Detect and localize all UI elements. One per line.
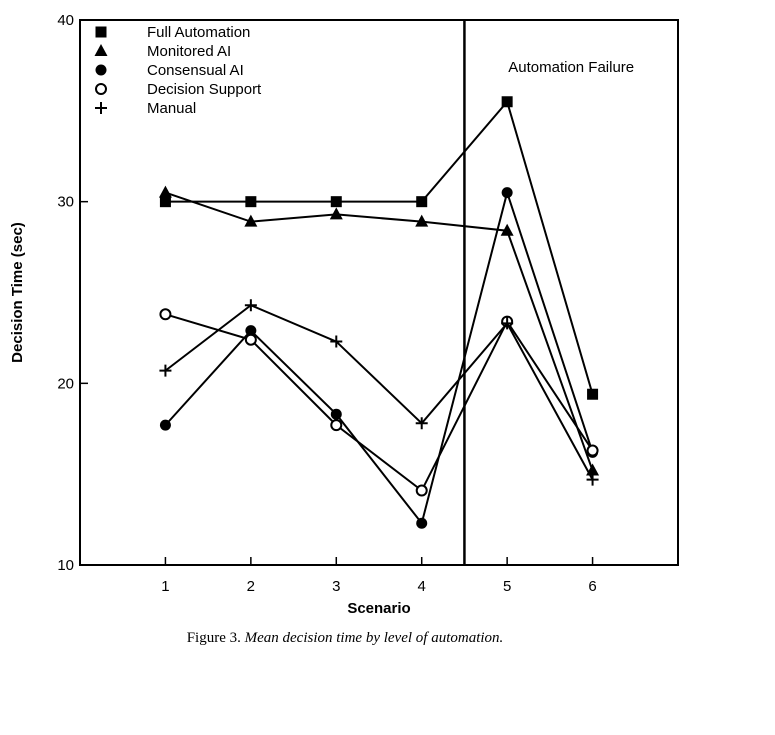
automation-failure-label: Automation Failure bbox=[508, 59, 635, 76]
legend-label-full-automation: Full Automation bbox=[147, 24, 251, 41]
data-point-consensual-ai bbox=[331, 409, 342, 420]
data-point-monitored-ai bbox=[330, 207, 343, 219]
data-point-full-automation bbox=[245, 196, 256, 207]
series-line-monitored-ai bbox=[165, 193, 592, 471]
series-line-full-automation bbox=[165, 102, 592, 394]
x-axis-ticks bbox=[161, 557, 596, 595]
data-point-decision-support bbox=[417, 486, 427, 496]
series-line-manual bbox=[165, 305, 592, 479]
legend-marker-manual bbox=[95, 102, 107, 114]
legend-marker-full-automation bbox=[96, 27, 107, 38]
series-monitored-ai bbox=[159, 186, 599, 476]
caption-text: Mean decision time by level of automation. bbox=[244, 630, 504, 646]
series-layer bbox=[159, 96, 599, 528]
data-point-consensual-ai bbox=[416, 518, 427, 529]
data-point-full-automation bbox=[587, 389, 598, 400]
legend-label-consensual-ai: Consensual AI bbox=[147, 62, 244, 79]
data-point-full-automation bbox=[416, 196, 427, 207]
data-point-decision-support bbox=[160, 309, 170, 319]
legend-label-monitored-ai: Monitored AI bbox=[147, 43, 232, 60]
legend-item-decision-support bbox=[96, 81, 262, 98]
x-tick-label: 2 bbox=[246, 578, 256, 595]
legend-marker-monitored-ai bbox=[95, 44, 108, 56]
data-point-decision-support bbox=[246, 335, 256, 345]
legend bbox=[95, 24, 263, 117]
series-line-decision-support bbox=[165, 314, 592, 490]
caption-label: Figure 3. bbox=[186, 630, 241, 646]
y-tick-label: 30 bbox=[57, 193, 74, 211]
legend-marker-consensual-ai bbox=[96, 65, 107, 76]
y-tick-label: 10 bbox=[57, 557, 74, 574]
legend-item-manual bbox=[95, 100, 196, 117]
x-tick-label: 3 bbox=[332, 578, 341, 595]
series-line-consensual-ai bbox=[165, 193, 592, 524]
data-point-monitored-ai bbox=[159, 186, 172, 198]
legend-label-decision-support: Decision Support bbox=[147, 81, 262, 98]
series-full-automation bbox=[160, 96, 598, 399]
data-point-full-automation bbox=[160, 196, 171, 207]
data-point-consensual-ai bbox=[160, 420, 171, 431]
figure-caption bbox=[0, 630, 690, 647]
legend-item-consensual-ai bbox=[96, 62, 244, 79]
x-tick-label: 6 bbox=[588, 578, 597, 595]
legend-label-manual: Manual bbox=[147, 100, 197, 117]
y-axis-ticks bbox=[57, 12, 88, 574]
y-tick-label: 40 bbox=[57, 12, 74, 29]
data-point-consensual-ai bbox=[502, 187, 513, 198]
y-tick-label: 20 bbox=[57, 375, 74, 393]
x-tick-label: 5 bbox=[502, 578, 512, 595]
data-point-decision-support bbox=[331, 420, 341, 430]
legend-item-monitored-ai bbox=[95, 43, 232, 60]
x-tick-label: 1 bbox=[161, 578, 170, 595]
x-axis-title: Scenario bbox=[347, 600, 411, 617]
x-tick-label: 4 bbox=[417, 578, 426, 595]
legend-item-full-automation bbox=[96, 24, 251, 41]
data-point-full-automation bbox=[502, 96, 513, 107]
data-point-full-automation bbox=[331, 196, 342, 207]
data-point-decision-support bbox=[588, 446, 598, 456]
y-axis-title: Decision Time (sec) bbox=[9, 222, 26, 363]
legend-marker-decision-support bbox=[96, 84, 106, 94]
